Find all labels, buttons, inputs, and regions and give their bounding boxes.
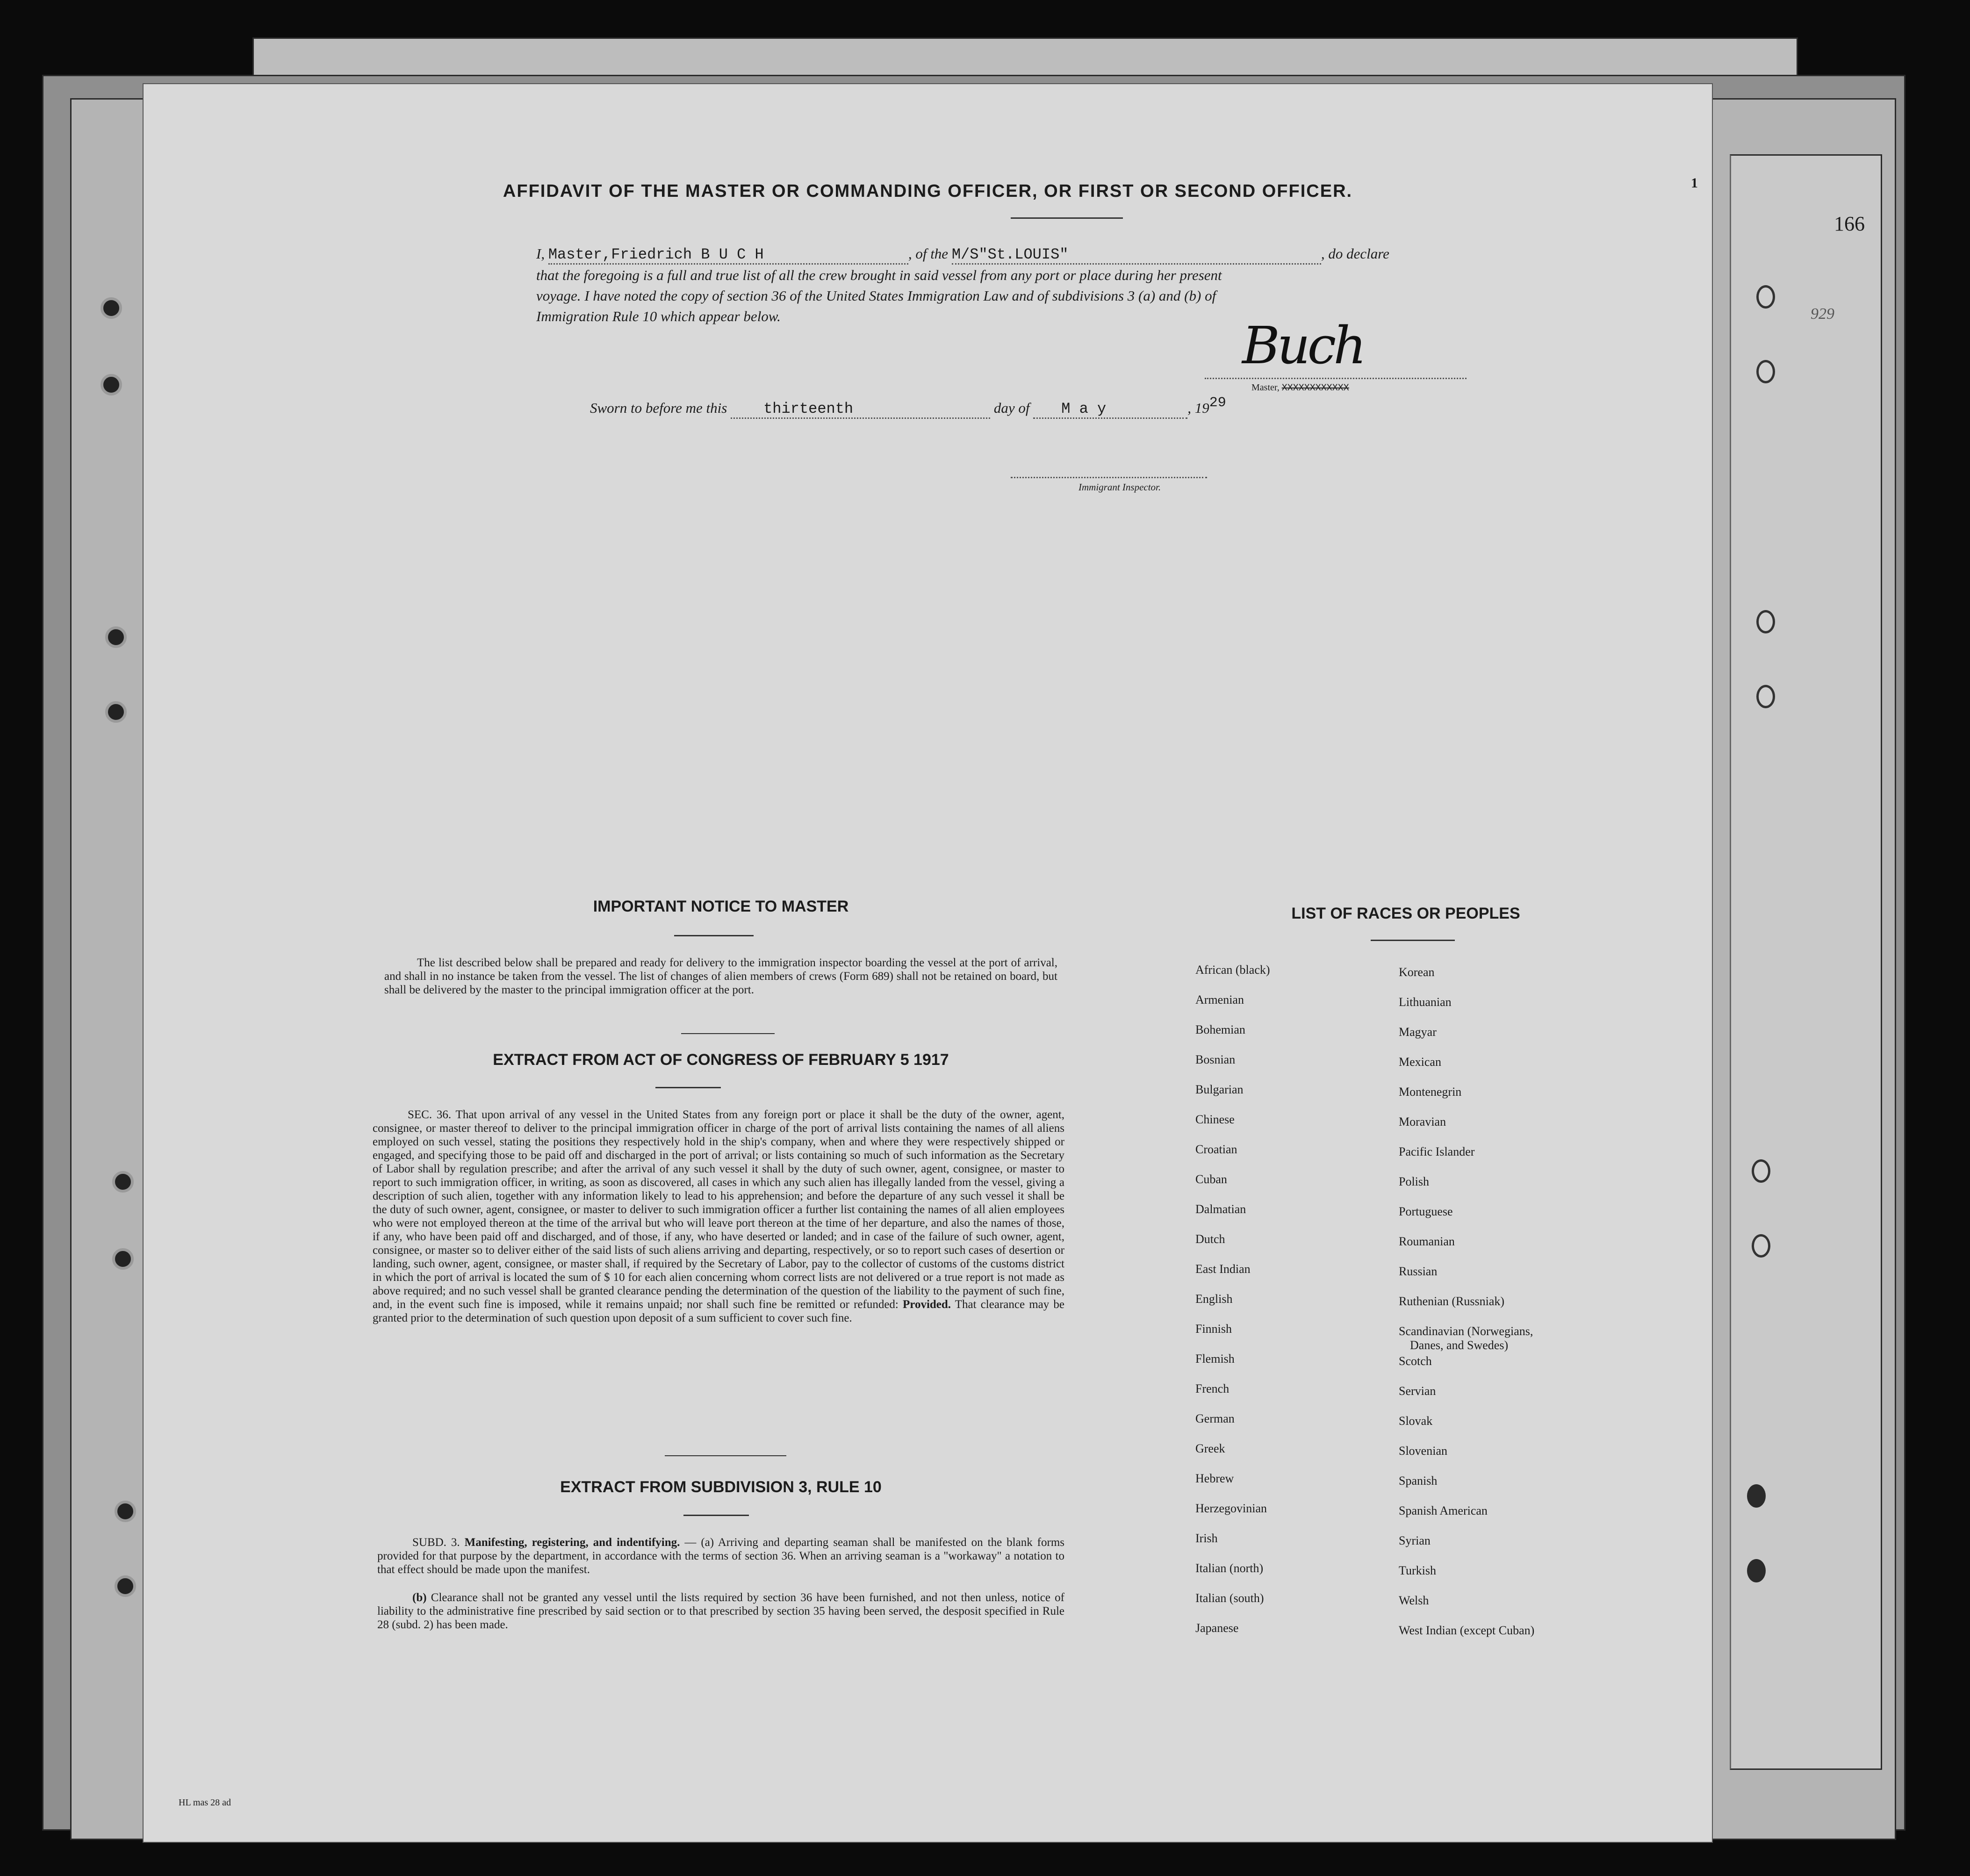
act-text bbox=[373, 1108, 1064, 1325]
sworn-line bbox=[590, 395, 1226, 419]
pronoun: I, bbox=[536, 245, 545, 262]
punch-hole bbox=[1747, 1559, 1766, 1582]
signature-caption bbox=[1251, 382, 1349, 394]
master-caption: Master, bbox=[1251, 382, 1280, 393]
races-right-column bbox=[1399, 965, 1632, 1653]
section-divider bbox=[681, 1033, 775, 1034]
struck-text: XXXXXXXXXXXX bbox=[1281, 383, 1349, 394]
subd-a-text: — (a) Arriving and departing seaman shall be manifested on the blank forms provided for that purpose by the department, in accordance with the terms of section 36. When an arriving seaman is a "workaway" a notation to that effect should be made upon the manifest. bbox=[377, 1536, 1065, 1576]
race-item: Magyar bbox=[1399, 1025, 1437, 1039]
sworn-month: M a y bbox=[1061, 400, 1107, 417]
act-body: SEC. 36. That upon arrival of any vessel in the United States from any foreign port or place it shall be the duty of the owner, agent, consignee, or master thereof to deliver to the principal immigration officer in charge of the port of arrival lists containing the names of all aliens employed on such vessel, stating the positions they respectively hold in the ship's company, when and where they were respectively shipped or engaged, and specifying those to be paid off and discharged in the port of arrival; or lists containing so much of such information as the Secretary of Labor shall by regulation prescribe; and after the arrival of any such vessel it shall by the duty of such owner, agent, consignee, or master to report to such immigration officer, in writing, as soon as discovered, all cases in which any such alien has illegally landed from the vessel, giving a description of such alien, together with any information likely to lead to his apprehension; and before the departure of any such vessel it shall be the duty of such owner, agent, consignee, or master to deliver to such immigration officer a further list containing the names of all alien employees who were not employed thereon at the time of the arrival but who will leave port thereon at the time of her departure, and also the names of those, if any, who have been paid off and discharged, and of those, if any, who have deserted or landed; and in case of the failure of such owner, agent, consignee, or master so to deliver either of the said lists of such aliens arriving and departing, respectively, or so to report such cases of desertion or landing, such owner, agent, consignee, or master shall, if required by the Secretary of Labor, pay to the collector of customs of the customs district in which the port of arrival is located the sum of $ 10 for each alien concerning whom correct lists are not delivered or a true report is not made as above required; and no such vessel shall be granted clearance pending the determination of the question of the liability to the payment of such fine, and, in the event such fine is imposed, while it remains unpaid; nor shall such fine be remitted or refunded: bbox=[373, 1108, 1064, 1311]
affidavit-title: AFFIDAVIT OF THE MASTER OR COMMANDING OFFICER, OR FIRST OR SECOND OFFICER. bbox=[503, 181, 1353, 201]
race-item: Welsh bbox=[1399, 1594, 1429, 1607]
punch-hole bbox=[1756, 360, 1775, 383]
race-item: Croatian bbox=[1195, 1143, 1237, 1156]
subd-b-label: (b) bbox=[412, 1591, 427, 1604]
master-signature: Buch bbox=[1242, 316, 1364, 375]
title-underline bbox=[1011, 217, 1123, 219]
race-item: Servian bbox=[1399, 1384, 1436, 1398]
subd-heading: Manifesting, registering, and indentifying. bbox=[464, 1536, 680, 1549]
race-item: English bbox=[1195, 1292, 1233, 1306]
year-prefix: , 19 bbox=[1187, 400, 1209, 416]
race-item: German bbox=[1195, 1412, 1235, 1425]
section-divider bbox=[665, 1455, 786, 1456]
sworn-label: Sworn to before me this bbox=[590, 400, 727, 416]
race-item: Mexican bbox=[1399, 1055, 1441, 1069]
binder-hole bbox=[105, 701, 127, 723]
race-item: Turkish bbox=[1399, 1564, 1436, 1577]
signature-line bbox=[1205, 378, 1467, 379]
handwritten-year-fragment: 929 bbox=[1811, 305, 1834, 323]
page-number: 166 bbox=[1834, 212, 1865, 235]
rule-text-a bbox=[377, 1536, 1064, 1576]
race-item: Danes, and Swedes) bbox=[1410, 1338, 1509, 1352]
binder-hole bbox=[101, 297, 122, 319]
subd-b-text: Clearance shall not be granted any vessel until the lists required by section 36 have been furnished, and not then unless, notice of liability to the administrative fine prescribed by said section or to that prescribed by section 35 having been served, the desposit specified in Rule 28 (subd. 2) has been made. bbox=[377, 1591, 1064, 1631]
race-item: Roumanian bbox=[1399, 1235, 1455, 1248]
binder-hole bbox=[101, 374, 122, 395]
race-item: Armenian bbox=[1195, 993, 1244, 1006]
race-item: French bbox=[1195, 1382, 1229, 1395]
declaration-line: Immigration Rule 10 which appear below. bbox=[536, 308, 781, 324]
race-item: Hebrew bbox=[1195, 1472, 1234, 1485]
race-item: Bulgarian bbox=[1195, 1083, 1244, 1096]
race-item: Irish bbox=[1195, 1531, 1218, 1545]
race-item: Italian (south) bbox=[1195, 1591, 1264, 1605]
binder-hole bbox=[115, 1575, 136, 1597]
do-declare-label: , do declare bbox=[1321, 245, 1389, 262]
act-provided: Provided. bbox=[903, 1298, 951, 1311]
master-name: Master,Friedrich B U C H bbox=[548, 246, 764, 263]
race-item: Scotch bbox=[1399, 1354, 1432, 1368]
race-item: African (black) bbox=[1195, 963, 1270, 977]
notice-title: IMPORTANT NOTICE TO MASTER bbox=[593, 898, 849, 915]
race-item: Spanish American bbox=[1399, 1504, 1488, 1517]
vessel-name: M/S"St.LOUIS" bbox=[951, 246, 1069, 263]
race-item: Cuban bbox=[1195, 1172, 1227, 1186]
race-item: Flemish bbox=[1195, 1352, 1235, 1366]
binder-hole bbox=[112, 1248, 134, 1270]
punch-hole bbox=[1752, 1234, 1770, 1258]
punch-hole bbox=[1756, 610, 1775, 633]
punch-hole bbox=[1756, 285, 1775, 309]
act-title: EXTRACT FROM ACT OF CONGRESS OF FEBRUARY 5 1917 bbox=[493, 1051, 949, 1069]
race-item: Bohemian bbox=[1195, 1023, 1245, 1036]
race-item: Herzegovinian bbox=[1195, 1502, 1267, 1515]
year-suffix: 29 bbox=[1209, 395, 1226, 411]
declaration bbox=[536, 245, 1611, 329]
race-item: Bosnian bbox=[1195, 1053, 1236, 1066]
race-item: Dalmatian bbox=[1195, 1202, 1246, 1216]
race-item: East Indian bbox=[1195, 1262, 1251, 1276]
race-item: Korean bbox=[1399, 965, 1435, 979]
race-item: Spanish bbox=[1399, 1474, 1438, 1488]
punch-hole bbox=[1747, 1484, 1766, 1508]
race-item: West Indian (except Cuban) bbox=[1399, 1624, 1535, 1637]
act-underline bbox=[655, 1087, 721, 1088]
race-item: Greek bbox=[1195, 1442, 1225, 1455]
race-item: Portuguese bbox=[1399, 1205, 1453, 1218]
race-item: Slovak bbox=[1399, 1414, 1433, 1428]
race-item: Slovenian bbox=[1399, 1444, 1447, 1458]
race-item: Scandinavian (Norwegians, bbox=[1399, 1324, 1533, 1338]
punch-hole bbox=[1756, 685, 1775, 708]
binder-hole bbox=[112, 1171, 134, 1193]
affidavit-page bbox=[143, 83, 1713, 1843]
notice-text: The list described below shall be prepared and ready for delivery to the immigration inspector boarding the vessel at the port of arrival, and shall in no instance be taken from the vessel. The list of changes of alien members of crews (Form 689) shall not be retained on board, but shall be delivered by the master to the principal immigration officer at the port. bbox=[384, 956, 1057, 996]
adjacent-page bbox=[1730, 154, 1882, 1770]
form-footer: HL mas 28 ad bbox=[179, 1797, 231, 1808]
act-body-end: That clearance may be granted prior to the determination of such question upon deposit of a sum sufficient to cover such fine. bbox=[373, 1298, 1064, 1324]
rule-underline bbox=[683, 1515, 749, 1516]
race-item: Italian (north) bbox=[1195, 1561, 1264, 1575]
page-mark: 1 bbox=[1691, 175, 1698, 191]
race-item: Japanese bbox=[1195, 1621, 1239, 1635]
race-item: Montenegrin bbox=[1399, 1085, 1462, 1099]
day-of-label: day of bbox=[993, 400, 1030, 416]
race-item: Pacific Islander bbox=[1399, 1145, 1475, 1158]
race-item: Lithuanian bbox=[1399, 995, 1452, 1009]
race-item: Ruthenian (Russniak) bbox=[1399, 1294, 1505, 1308]
declaration-line: that the foregoing is a full and true list of all the crew brought in said vessel from any port or place during her present bbox=[536, 267, 1222, 283]
rule-text-b bbox=[377, 1591, 1064, 1632]
punch-hole bbox=[1752, 1159, 1770, 1183]
of-the-label: , of the bbox=[908, 245, 949, 262]
race-item: Polish bbox=[1399, 1175, 1430, 1188]
declaration-line: voyage. I have noted the copy of section 36 of the United States Immigration Law and of subdivisions 3 (a) and (b) of bbox=[536, 288, 1216, 304]
race-item: Finnish bbox=[1195, 1322, 1232, 1336]
inspector-line bbox=[1011, 477, 1207, 478]
race-item: Moravian bbox=[1399, 1115, 1446, 1128]
races-underline bbox=[1371, 940, 1455, 941]
race-item: Dutch bbox=[1195, 1232, 1225, 1246]
sworn-day: thirteenth bbox=[763, 400, 854, 417]
notice-underline bbox=[674, 935, 754, 936]
subd-label: SUBD. 3. bbox=[412, 1536, 460, 1549]
race-item: Syrian bbox=[1399, 1534, 1431, 1547]
races-title: LIST OF RACES OR PEOPLES bbox=[1291, 905, 1520, 922]
race-item: Russian bbox=[1399, 1265, 1438, 1278]
inspector-caption: Immigrant Inspector. bbox=[1078, 482, 1161, 493]
binder-hole bbox=[105, 626, 127, 648]
binder-hole bbox=[115, 1501, 136, 1522]
races-left-column bbox=[1195, 963, 1382, 1651]
race-item: Chinese bbox=[1195, 1113, 1235, 1126]
rule-title: EXTRACT FROM SUBDIVISION 3, RULE 10 bbox=[560, 1478, 882, 1496]
